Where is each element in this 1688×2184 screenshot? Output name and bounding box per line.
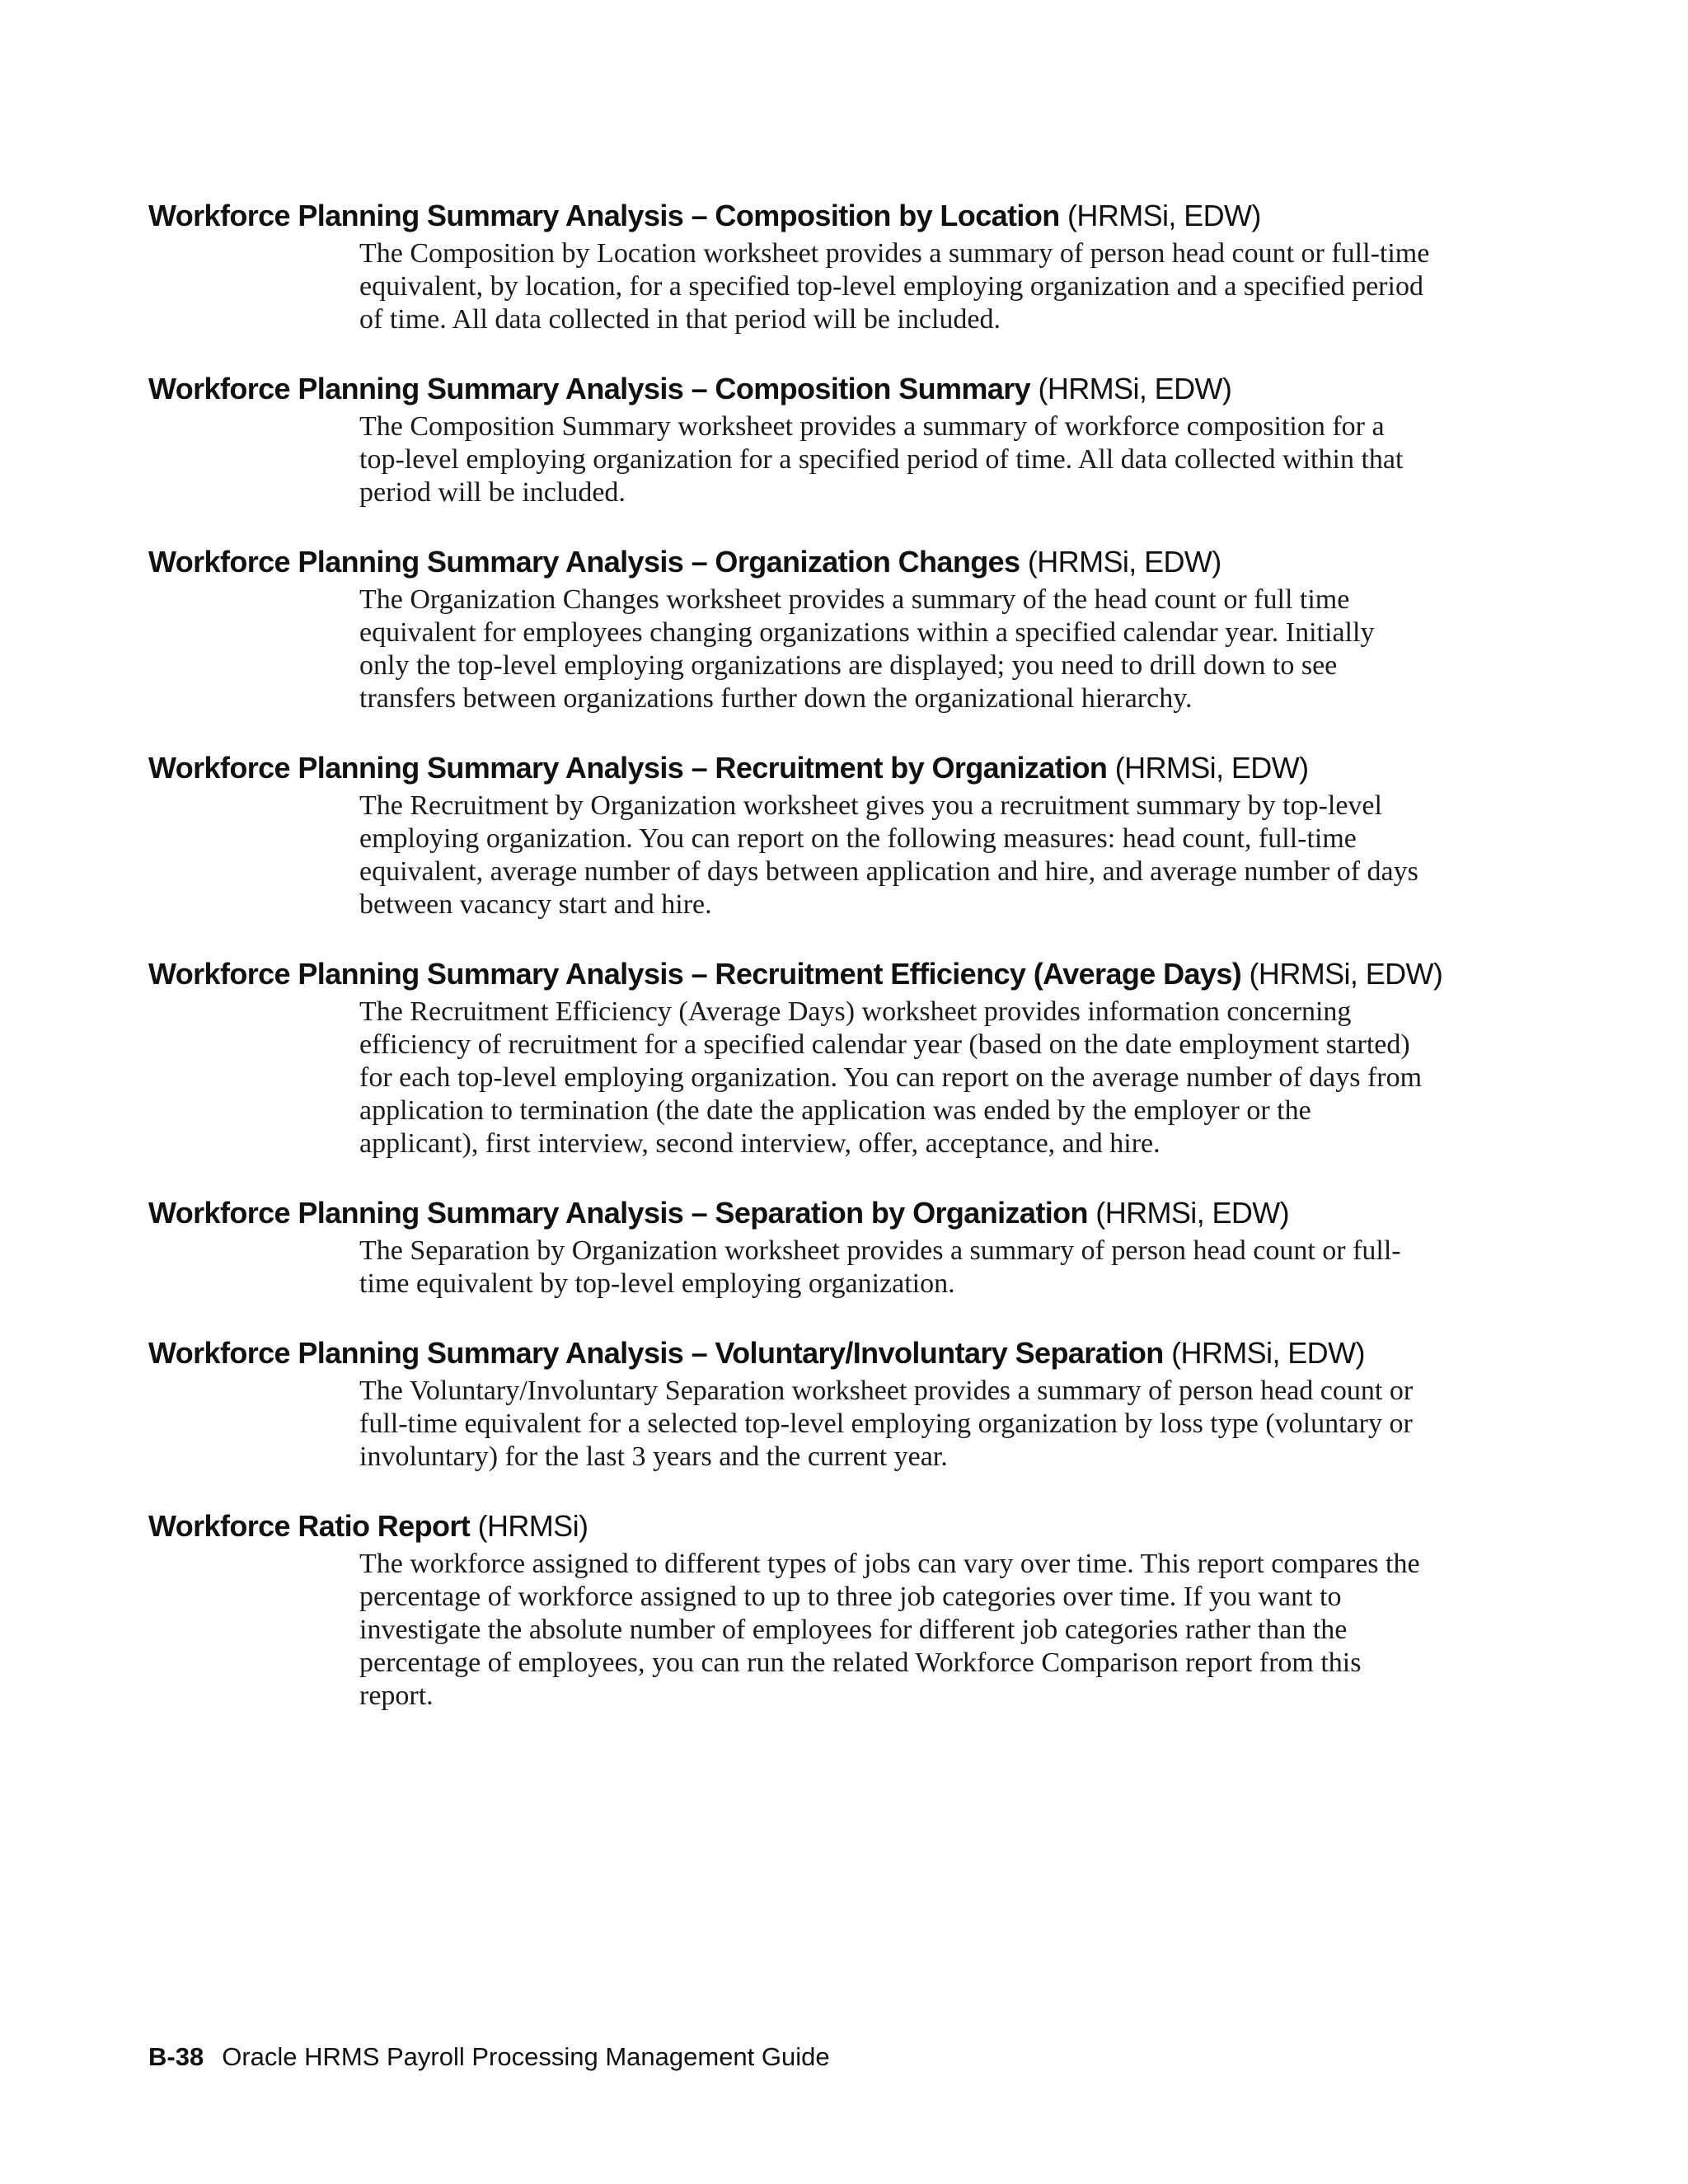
report-entry <box>148 542 1434 715</box>
entry-title <box>148 954 1443 994</box>
entry-title-bold: Workforce Ratio Report <box>148 1509 471 1543</box>
entry-title-bold: Workforce Planning Summary Analysis – Recruitment by Organization <box>148 751 1108 785</box>
page-number: B-38 <box>148 2042 204 2071</box>
entry-title <box>148 748 1434 788</box>
entry-title <box>148 1333 1434 1373</box>
entry-title-bold: Workforce Planning Summary Analysis – Separation by Organization <box>148 1196 1088 1230</box>
entry-title-tag: (HRMSi, EDW) <box>1020 545 1221 579</box>
entry-title <box>148 542 1434 582</box>
report-entry <box>148 1507 1434 1713</box>
report-entry <box>148 954 1443 1160</box>
entry-title-tag: (HRMSi, EDW) <box>1163 1336 1365 1370</box>
entry-title-tag: (HRMSi) <box>470 1509 588 1543</box>
entry-description: The Recruitment by Organization worksheet gives you a recruitment summary by top-level employing organization. You can report on the following measures: head count, full-time equivalent, average number of days between application and hire, and average number of days between vacancy start and hire. <box>359 790 1418 920</box>
entry-title <box>148 1193 1434 1233</box>
entry-description: The Composition Summary worksheet provides a summary of workforce composition for a top-level employing organization for a specified period of time. All data collected within that period will be included. <box>359 411 1404 508</box>
entry-title-tag: (HRMSi, EDW) <box>1030 372 1232 405</box>
entry-title-tag: (HRMSi, EDW) <box>1241 957 1443 991</box>
report-entry <box>148 196 1434 336</box>
entry-title-bold: Workforce Planning Summary Analysis – Recruitment Efficiency (Average Days) <box>148 957 1242 991</box>
entry-title-bold: Workforce Planning Summary Analysis – Composition Summary <box>148 372 1031 405</box>
report-entry <box>148 1193 1434 1301</box>
entry-description: The workforce assigned to different types of jobs can vary over time. This report compares the percentage of workforce assigned to up to three job categories over time. If you want to investigate the absolute number of employees for different job categories rather than the percentage of employees, you can run the related Workforce Comparison report from this report. <box>359 1549 1420 1711</box>
book-title: Oracle HRMS Payroll Processing Management Guide <box>222 2042 830 2071</box>
entry-title-tag: (HRMSi, EDW) <box>1087 1196 1290 1230</box>
entry-title <box>148 369 1434 409</box>
entry-description: The Separation by Organization worksheet provides a summary of person head count or full-time equivalent by top-level employing organization. <box>359 1235 1401 1299</box>
entry-title <box>148 196 1434 236</box>
entry-title-tag: (HRMSi, EDW) <box>1107 751 1309 785</box>
entry-description: The Organization Changes worksheet provides a summary of the head count or full time equivalent for employees changing organizations within a specified calendar year. Initially only the top-level employing organizations are displayed; you need to drill down to see transfers between organizations further down the organizational hierarchy. <box>359 584 1375 714</box>
entry-description: The Composition by Location worksheet provides a summary of person head count or full-time equivalent, by location, for a specified top-level employing organization and a specified period of time. All data collected in that period will be included. <box>359 238 1430 335</box>
entry-title <box>148 1507 1434 1546</box>
report-entry <box>148 1333 1434 1474</box>
entry-title-tag: (HRMSi, EDW) <box>1059 199 1261 232</box>
entry-description: The Voluntary/Involuntary Separation worksheet provides a summary of person head count or full-time equivalent for a selected top-level employing organization by loss type (voluntary or involuntary) for the last 3 years and the current year. <box>359 1376 1414 1472</box>
report-entry <box>148 748 1434 921</box>
entry-description: The Recruitment Efficiency (Average Days) worksheet provides information concerning efficiency of recruitment for a specified calendar year (based on the date employment started) for each top-level employing organization. You can report on the average number of days from application to termination (the date the application was ended by the employer or the applicant), first interview, second interview, offer, acceptance, and hire. <box>359 996 1423 1159</box>
entry-title-bold: Workforce Planning Summary Analysis – Organization Changes <box>148 545 1020 579</box>
report-entries <box>148 196 1443 1746</box>
entry-title-bold: Workforce Planning Summary Analysis – Voluntary/Involuntary Separation <box>148 1336 1164 1370</box>
entry-title-bold: Workforce Planning Summary Analysis – Composition by Location <box>148 199 1060 232</box>
page-footer <box>148 2041 830 2074</box>
report-entry <box>148 369 1434 509</box>
